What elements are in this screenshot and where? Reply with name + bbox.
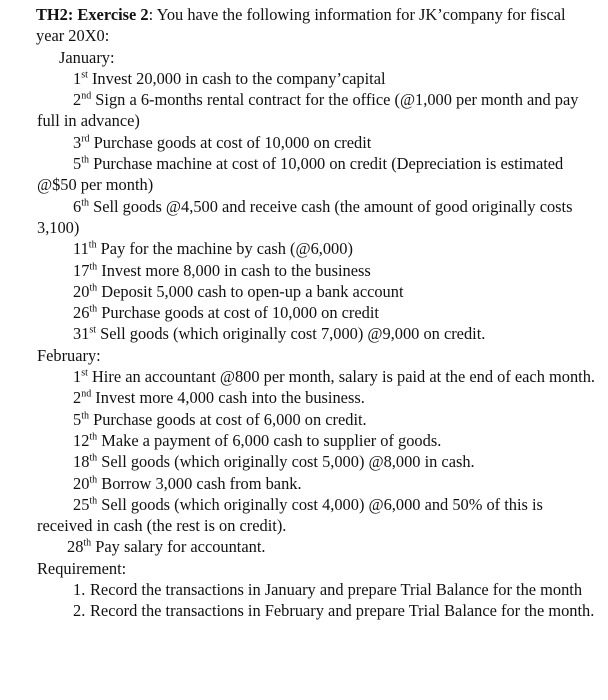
list-item: 5th Purchase machine at cost of 10,000 on credit (Depreciation is estimated @$50 per month) (37, 154, 564, 195)
list-item: 18th Sell goods (which originally cost 5,000) @8,000 in cash. (73, 452, 475, 472)
exercise-header (36, 4, 597, 47)
february-heading: February: (37, 345, 101, 365)
requirement-heading: Requirement: (37, 558, 127, 578)
list-item: 1. Record the transactions in January and prepare Trial Balance for the month (73, 580, 583, 600)
january-list (37, 68, 597, 345)
list-item: 20th Borrow 3,000 cash from bank. (73, 473, 302, 493)
exercise-title: TH2: Exercise 2 (36, 5, 149, 24)
list-item: 1st Invest 20,000 in cash to the company’capital (73, 68, 386, 88)
list-item: 20th Deposit 5,000 cash to open-up a bank account (73, 281, 404, 301)
list-item: 11th Pay for the machine by cash (@6,000) (73, 239, 353, 259)
list-item: 25th Sell goods (which originally cost 4,000) @6,000 and 50% of this is received in cash (the rest is on credit). (37, 494, 543, 536)
list-item: 5th Purchase goods at cost of 6,000 on credit. (73, 409, 367, 429)
exercise-intro: : You have the following information for JK’company for fiscal year 20X0: (36, 5, 566, 46)
list-item: 26th Purchase goods at cost of 10,000 on credit (73, 303, 379, 323)
list-item: 31st Sell goods (which originally cost 7,000) @9,000 on credit. (73, 324, 486, 344)
list-item: 12th Make a payment of 6,000 cash to supplier of goods. (73, 430, 442, 450)
list-item: 17th Invest more 8,000 in cash to the business (73, 260, 371, 280)
list-item: 2nd Sign a 6-months rental contract for the office (@1,000 per month and pay full in advance) (37, 90, 579, 131)
list-item: 2. Record the transactions in February and prepare Trial Balance for the month. (73, 601, 595, 621)
exercise-document (37, 4, 597, 622)
list-item: 28th Pay salary for accountant. (67, 537, 266, 557)
list-item: 1st Hire an accountant @800 per month, salary is paid at the end of each month. (73, 367, 595, 387)
requirement-list (37, 579, 597, 622)
january-heading: January: (59, 47, 115, 67)
list-item: 6th Sell goods @4,500 and receive cash (the amount of good originally costs 3,100) (37, 196, 573, 237)
list-item: 3rd Purchase goods at cost of 10,000 on credit (73, 132, 372, 152)
february-list (37, 366, 597, 558)
list-item: 2nd Invest more 4,000 cash into the business. (73, 388, 365, 408)
